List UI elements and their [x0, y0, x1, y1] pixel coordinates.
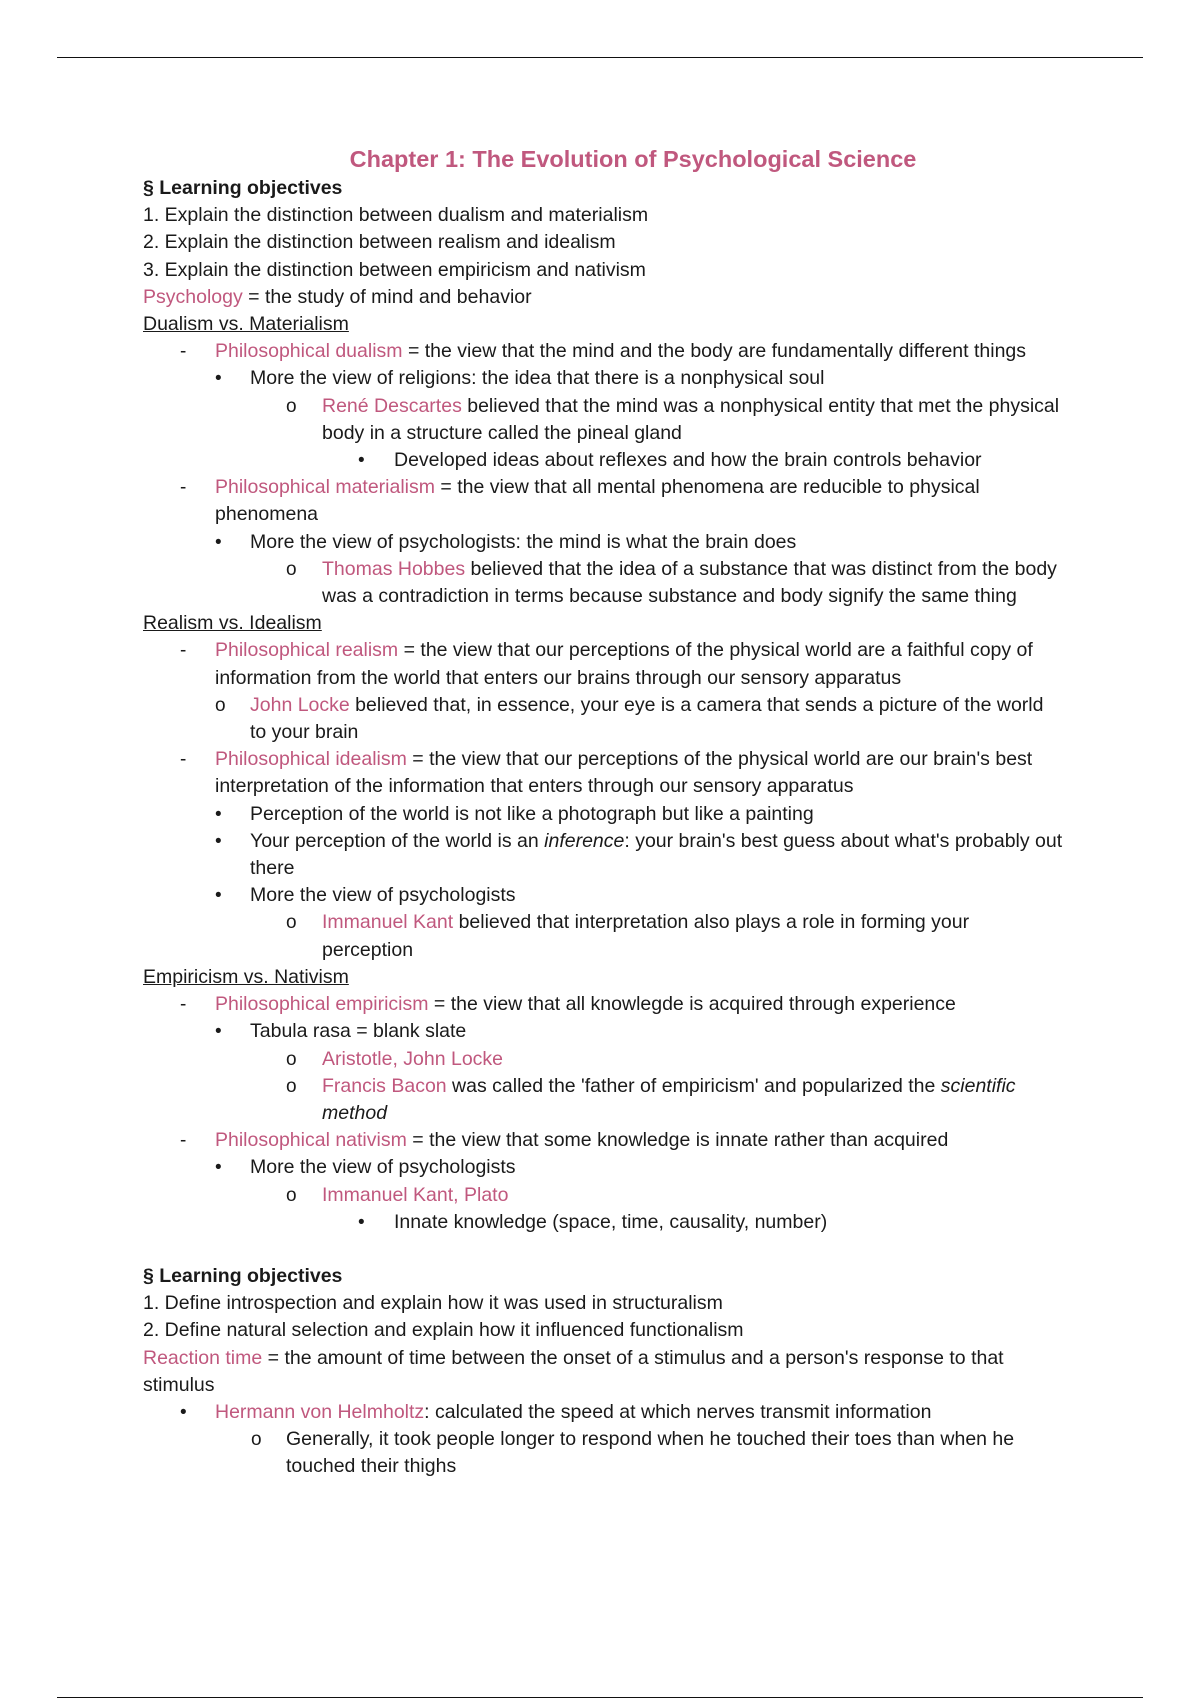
- list-text: was called the 'father of empiricism' and popularized the: [446, 1074, 941, 1097]
- bullet-marker: •: [358, 450, 365, 472]
- list-text: believed that the idea of a substance that was distinct from the body was a contradiction in terms because substance and body signify the same thing: [322, 557, 1057, 608]
- list-item: [143, 1018, 1063, 1045]
- bullet-marker: •: [180, 1401, 187, 1423]
- person-name: Immanuel Kant, Plato: [322, 1183, 509, 1206]
- list-item: [143, 1154, 1063, 1181]
- definition-text: = the view that some knowledge is innate rather than acquired: [406, 1129, 949, 1152]
- person-name: John Locke: [250, 693, 350, 716]
- list-item-empiricism: [143, 991, 1063, 1018]
- term: Reaction time: [143, 1346, 263, 1369]
- page-title: Chapter 1: The Evolution of Psychological Science: [349, 146, 917, 172]
- list-text: : calculated the speed at which nerves transmit information: [424, 1400, 932, 1423]
- list-text: Perception of the world is not like a photograph but like a painting: [250, 802, 814, 825]
- spacer: [143, 1236, 1063, 1263]
- bullet-marker: •: [215, 803, 222, 825]
- definition-psychology: [143, 284, 1063, 311]
- section-heading: § Learning objectives: [143, 1264, 343, 1287]
- term: Philosophical nativism: [215, 1129, 407, 1152]
- list-item: [143, 365, 1063, 392]
- list-text: : your brain's best guess about what's probably out there: [250, 829, 1063, 880]
- list-item: [143, 1209, 1063, 1236]
- bullet-marker: •: [215, 368, 222, 390]
- circle-marker: o: [286, 1048, 297, 1070]
- objective-item: 1. Define introspection and explain how it was used in structuralism: [143, 1292, 723, 1315]
- list-text: Developed ideas about reflexes and how the brain controls behavior: [394, 449, 982, 472]
- list-item: [143, 1426, 1063, 1480]
- bullet-marker: •: [215, 885, 222, 907]
- definition-reaction-time: [143, 1345, 1063, 1399]
- objective-item: 2. Explain the distinction between realism and idealism: [143, 231, 616, 254]
- circle-marker: o: [286, 1075, 297, 1097]
- dash-marker: -: [180, 477, 187, 499]
- list-item-dualism: [143, 338, 1063, 365]
- list-item: [143, 692, 1063, 746]
- emphasis-text: scientific method: [322, 1074, 1016, 1124]
- list-item: [143, 882, 1063, 909]
- list-item: [143, 828, 1063, 882]
- definition-text: = the view that all mental phenomena are reducible to physical phenomena: [215, 476, 980, 526]
- term: Philosophical realism: [215, 639, 399, 662]
- definition-text: = the study of mind and behavior: [242, 285, 532, 308]
- objective-item: 3. Explain the distinction between empiricism and nativism: [143, 258, 646, 281]
- term: Philosophical materialism: [215, 476, 436, 499]
- list-text: More the view of psychologists: the mind is what the brain does: [250, 530, 797, 553]
- subsection-heading: Realism vs. Idealism: [143, 612, 322, 635]
- circle-marker: o: [286, 558, 297, 580]
- list-item-materialism: [143, 474, 1063, 528]
- subsection-heading: Empiricism vs. Nativism: [143, 965, 349, 988]
- header-rule: [57, 57, 1143, 58]
- list-item-nativism: [143, 1127, 1063, 1154]
- dash-marker: -: [180, 640, 187, 662]
- circle-marker: o: [286, 395, 297, 417]
- person-name: Francis Bacon: [322, 1074, 447, 1097]
- definition-text: = the view that our perceptions of the physical world are our brain's best interpretation of the information that enters through our sensory apparatus: [215, 748, 1033, 798]
- emphasis-text: inference: [544, 829, 625, 852]
- definition-text: = the view that our perceptions of the physical world are a faithful copy of information from the world that enters our brains through our sensory apparatus: [215, 639, 1033, 689]
- term: Philosophical dualism: [215, 340, 403, 363]
- list-item: [143, 1073, 1063, 1127]
- bullet-marker: •: [358, 1211, 365, 1233]
- list-text: Generally, it took people longer to respond when he touched their toes than when he touched their thighs: [286, 1428, 1015, 1478]
- term: Philosophical empiricism: [215, 993, 429, 1016]
- list-text: Your perception of the world is an: [250, 829, 545, 852]
- document-body: [143, 143, 1063, 1481]
- list-text: believed that interpretation also plays a role in forming your perception: [322, 911, 970, 961]
- definition-text: = the view that all knowlegde is acquired through experience: [428, 993, 956, 1016]
- term: Philosophical idealism: [215, 748, 407, 771]
- person-name: Aristotle, John Locke: [322, 1047, 504, 1070]
- circle-marker: o: [286, 912, 297, 934]
- list-text: Tabula rasa = blank slate: [250, 1020, 467, 1043]
- list-text: believed that, in essence, your eye is a camera that sends a picture of the world to your brain: [250, 693, 1044, 744]
- objective-item: 2. Define natural selection and explain how it influenced functionalism: [143, 1319, 744, 1342]
- circle-marker: o: [286, 1184, 297, 1206]
- list-text: More the view of religions: the idea that there is a nonphysical soul: [250, 367, 825, 390]
- list-text: More the view of psychologists: [250, 1156, 516, 1179]
- person-name: Hermann von Helmholtz: [215, 1400, 425, 1423]
- list-item-realism: [143, 637, 1063, 691]
- person-name: René Descartes: [322, 394, 462, 417]
- objective-item: 1. Explain the distinction between dualism and materialism: [143, 204, 649, 227]
- dash-marker: -: [180, 341, 187, 363]
- dash-marker: -: [180, 1130, 187, 1152]
- person-name: Immanuel Kant: [322, 911, 454, 934]
- circle-marker: o: [215, 694, 226, 716]
- list-item: [143, 556, 1063, 610]
- list-text: More the view of psychologists: [250, 884, 516, 907]
- list-item: [143, 1046, 1063, 1073]
- list-item-idealism: [143, 746, 1063, 800]
- definition-text: = the amount of time between the onset of a stimulus and a person's response to that stimulus: [143, 1346, 1004, 1396]
- bullet-marker: •: [215, 1157, 222, 1179]
- person-name: Thomas Hobbes: [322, 557, 466, 580]
- list-item: [143, 909, 1063, 963]
- circle-marker: o: [251, 1429, 262, 1451]
- definition-text: = the view that the mind and the body are fundamentally different things: [402, 340, 1027, 363]
- list-item: [143, 1399, 1063, 1426]
- list-text: Innate knowledge (space, time, causality, number): [394, 1210, 828, 1233]
- list-item: [143, 1182, 1063, 1209]
- section-heading: § Learning objectives: [143, 177, 343, 199]
- list-item: [143, 529, 1063, 556]
- footer-rule: [57, 1697, 1143, 1698]
- term: Psychology: [143, 285, 243, 308]
- list-item: [143, 447, 1063, 474]
- dash-marker: -: [180, 749, 187, 771]
- list-text: believed that the mind was a nonphysical entity that met the physical body in a structure called the pineal gland: [322, 394, 1060, 444]
- list-item: [143, 801, 1063, 828]
- list-item: [143, 393, 1063, 447]
- dash-marker: -: [180, 994, 187, 1016]
- subsection-heading: Dualism vs. Materialism: [143, 313, 349, 336]
- bullet-marker: •: [215, 531, 222, 553]
- bullet-marker: •: [215, 830, 222, 852]
- bullet-marker: •: [215, 1021, 222, 1043]
